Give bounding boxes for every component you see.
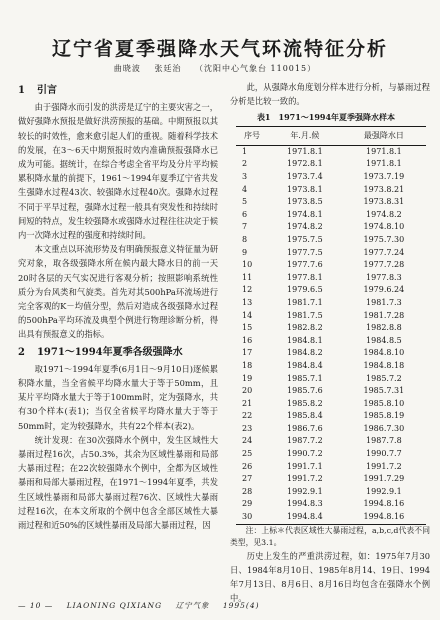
table-cell: 1987.7.8 (366, 436, 402, 446)
author-name: 张廷治 (154, 64, 182, 73)
table-cell: 1985.7.31 (363, 386, 405, 396)
body-paragraph: 此，从强降水角度划分样本进行分析，与暴雨过程分析是比较一致的。 (230, 82, 430, 107)
issue-number: 1995(4) (222, 601, 260, 610)
table-cell: 21 (242, 398, 253, 408)
journal-name: LIAONING QIXIANG (66, 601, 163, 610)
table-cell: 1977.7.5 (287, 247, 323, 257)
table-row (236, 209, 426, 222)
table-cell: 1973.8.31 (363, 197, 405, 207)
column-header: 最强降水日 (342, 126, 426, 145)
table-cell: 1994.8.3 (287, 499, 323, 509)
table-cell: 1972.8.1 (287, 159, 323, 169)
table-cell: 19 (242, 373, 253, 383)
author-name: 曲晓波 (113, 64, 141, 73)
table-cell: 1985.8.4 (287, 411, 323, 421)
table-cell: 1974.8.1 (287, 209, 323, 219)
table-cell: 1991.7.2 (366, 461, 402, 471)
table-cell: 1994.8.16 (363, 499, 405, 509)
table-cell: 8 (242, 234, 248, 244)
table-cell: 1987.7.2 (287, 436, 323, 446)
table-row (236, 297, 426, 310)
table-row (236, 347, 426, 360)
table-cell: 1984.8.2 (287, 348, 323, 358)
table-cell: 1992.9.1 (287, 486, 323, 496)
table-cell: 1973.8.5 (287, 197, 323, 207)
table-cell: 9 (242, 247, 248, 257)
table-row (236, 360, 426, 373)
section-title: 1971～1994年夏季各级强降水 (36, 346, 183, 358)
paper-title: 辽宁省夏季强降水天气环流特征分析 (51, 38, 388, 60)
table-cell: 22 (242, 411, 253, 421)
table-cell: 1984.8.4 (287, 360, 323, 370)
table-cell: 1984.8.1 (287, 335, 323, 345)
table-row (236, 498, 426, 511)
table-cell: 1975.7.5 (287, 234, 323, 244)
table-cell: 1977.7.28 (363, 260, 405, 270)
table-cell: 4 (242, 184, 248, 194)
table-cell: 1979.6.5 (287, 285, 323, 295)
table-cell: 1984.8.5 (366, 335, 402, 345)
table-note: 注：上标＊代表区域性大暴雨过程，a,b,c,d代表不同类型，见3.1。 (230, 525, 430, 547)
table-row (236, 373, 426, 386)
table-caption-text: 1971～1994年夏季强降水样本 (278, 112, 396, 123)
sample-table (236, 126, 426, 525)
table-cell: 28 (242, 486, 253, 496)
table-cell: 24 (242, 436, 253, 446)
table-cell: 14 (242, 310, 253, 320)
table-cell: 1981.7.28 (363, 310, 405, 320)
column-header: 年.月.候 (268, 126, 342, 145)
table-cell: 25 (242, 449, 253, 459)
body-paragraph: 由于强降水而引发的洪涝是辽宁的主要灾害之一，做好强降水预报是做好洪涝预报的基础。中期预报以其较长的时效性，愈来愈引起人们的重视。随着科学技术的发展，在3～6天中期预报时效内准确预报强降水已成为可能。据统计，在综合考虑全省平均及分片平均候累积降水量的前提下，1961～1994年夏季辽宁省共发生强降水过程43次、较强降水过程40次。强降水过程不同于平早过程，强降水过程一般具有突发性和持续时间短的特点，发生较强降水或强降水过程往往决定于候内一次降水过程的强度和持续时间。 (18, 102, 218, 241)
table-cell: 3 (242, 172, 248, 181)
table-cell: 15 (242, 323, 253, 333)
table-row (236, 234, 426, 247)
table-cell: 1994.8.4 (268, 511, 342, 524)
table-row (236, 259, 426, 272)
table-row (236, 221, 426, 234)
section-number: 2 (18, 346, 25, 358)
table-cell: 1990.7.2 (287, 449, 323, 459)
table-cell: 1981.7.3 (366, 297, 402, 307)
table-cell: 27 (242, 474, 253, 484)
table-cell: 1986.7.30 (363, 423, 405, 433)
table-cell: 1971.8.1 (287, 146, 323, 156)
right-column (230, 80, 430, 605)
table-cell: 17 (242, 348, 253, 358)
body-paragraph: 统计发现：在30次强降水个例中，发生区域性大暴雨过程16次，占50.3%，其余为区域性暴雨和局部大暴雨过程；在22次较强降水个例中，全都为区域性暴雨和局部大暴雨过程，在1971～1994年夏季，共发生区域性暴雨和局部大暴雨过程76次、区域性大暴雨过程16次，在本文所取的个例中包含全部区域性大暴雨过程和近50%的区域性暴雨及局部大暴雨过程，因 (18, 434, 218, 531)
section-2-heading (18, 346, 218, 360)
table-cell: 26 (242, 461, 253, 471)
table-row (236, 322, 426, 335)
table-cell: 1985.8.2 (287, 398, 323, 408)
page-footer (18, 600, 270, 611)
table-label: 表1 (256, 112, 271, 123)
table-row (236, 196, 426, 209)
table-row (236, 171, 426, 184)
table-row (236, 184, 426, 197)
journal-name-cn: 辽宁气象 (175, 601, 210, 610)
table-cell: 1977.7.24 (363, 247, 405, 257)
table-cell: 1985.7.1 (287, 373, 323, 383)
body-paragraph: 历史上发生的严重洪涝过程，如：1975年7月30日、1984年8月10日、1985年8月14、19日、1994年7月13日、8月6日、8月16日均包含在强降水个例中。 (230, 550, 430, 604)
table-cell: 1984.8.10 (363, 348, 405, 358)
table-cell: 10 (242, 260, 253, 270)
table-row (236, 511, 426, 524)
left-column (18, 80, 218, 532)
table-cell: 7 (242, 222, 248, 232)
table-cell: 1984.8.18 (363, 360, 405, 370)
table-row (236, 461, 426, 474)
table-body (236, 145, 426, 524)
body-paragraph: 本文重点以环流形势及有明确预报意义特征量为研究对象，取各级强降水所在候内最大降水日的前一天20时各层的天气实况进行客观分析；按照影响系统性质分为台风类和气旋类。首先对其500hPa环流场进行完全客观的K－均值分型，然后对造成各级强降水过程的500hPa平均环流及典型个例进行物理诊断分析，得出具有预报意义的指标。 (18, 244, 218, 340)
table-cell: 1981.7.5 (287, 310, 323, 320)
table-cell: 2 (242, 159, 248, 169)
author-line (0, 63, 440, 74)
table-cell: 1973.8.1 (287, 184, 323, 194)
table-cell: 1992.9.1 (366, 486, 402, 496)
table-cell: 1994.8.16 (342, 511, 426, 524)
table-cell: 1971.8.1 (366, 146, 402, 156)
table-cell: 1981.7.1 (287, 297, 323, 307)
table-cell: 1986.7.6 (287, 423, 323, 433)
section-title: 引言 (36, 85, 57, 96)
table-cell: 1973.7.19 (363, 172, 405, 181)
table-cell: 30 (236, 511, 268, 524)
table-cell: 20 (242, 386, 253, 396)
table-cell: 1982.8.2 (287, 323, 323, 333)
table-cell: 12 (242, 285, 253, 295)
table-row (236, 284, 426, 297)
table-row (236, 385, 426, 398)
table-cell: 6 (242, 209, 248, 219)
table-cell: 1973.8.21 (363, 184, 405, 194)
section-1-heading (18, 84, 218, 98)
table-row (236, 486, 426, 499)
table-cell: 16 (242, 335, 253, 345)
table-row (236, 310, 426, 323)
table-header-row (236, 126, 426, 145)
table-cell: 1985.8.19 (363, 411, 405, 421)
table-row (236, 247, 426, 260)
table-cell: 1990.7.7 (366, 449, 402, 459)
table-row (236, 398, 426, 411)
table-row (236, 435, 426, 448)
table-row (236, 158, 426, 171)
table-row (236, 335, 426, 348)
table-cell: 1977.8.1 (287, 272, 323, 282)
table-cell: 1977.7.6 (287, 260, 323, 270)
table-row (236, 410, 426, 423)
table-cell: 1975.7.30 (363, 234, 405, 244)
author-affiliation: （沈阳中心气象台 110015） (195, 64, 317, 73)
table-cell: 29 (242, 499, 253, 509)
table-row (236, 423, 426, 436)
table-cell: 1991.7.2 (287, 474, 323, 484)
table-cell: 1973.7.4 (287, 172, 323, 181)
table-row (236, 448, 426, 461)
table-cell: 1974.8.10 (363, 222, 405, 232)
table-cell: 1985.8.10 (363, 398, 405, 408)
table-cell: 1979.6.24 (363, 285, 405, 295)
table-cell: 1982.8.8 (366, 323, 402, 333)
table-cell: 18 (242, 360, 253, 370)
table-caption (230, 110, 430, 124)
table-cell: 1985.7.6 (287, 386, 323, 396)
table-row (236, 473, 426, 486)
section-number: 1 (18, 85, 25, 96)
table-row (236, 145, 426, 158)
page-number: — 10 — (18, 601, 54, 610)
table-cell: 5 (242, 197, 248, 207)
table-row (236, 272, 426, 285)
table-cell: 1974.8.2 (366, 209, 402, 219)
table-cell: 1977.8.3 (366, 272, 402, 282)
table-cell: 1 (242, 146, 248, 156)
table-cell: 1991.7.1 (287, 461, 323, 471)
column-header: 序号 (236, 126, 268, 145)
table-cell: 13 (242, 297, 253, 307)
table-cell: 23 (242, 423, 253, 433)
body-paragraph: 取1971～1994年夏季(6月1日～9月10日)逐候累积降水量，当全省候平均降水量大于等于50mm，且某片平均降水量大于等于100mm时，定为强降水，共有30个样本(表1)；当仅全省候平均降水量大于等于50mm时，定为较强降水，共有22个样本(表2)。 (18, 363, 218, 431)
table-cell: 1985.7.2 (366, 373, 402, 383)
table-cell: 1974.8.2 (287, 222, 323, 232)
table-cell: 1971.8.1 (366, 159, 402, 169)
table-cell: 11 (242, 272, 253, 282)
table-cell: 1991.7.29 (363, 474, 405, 484)
